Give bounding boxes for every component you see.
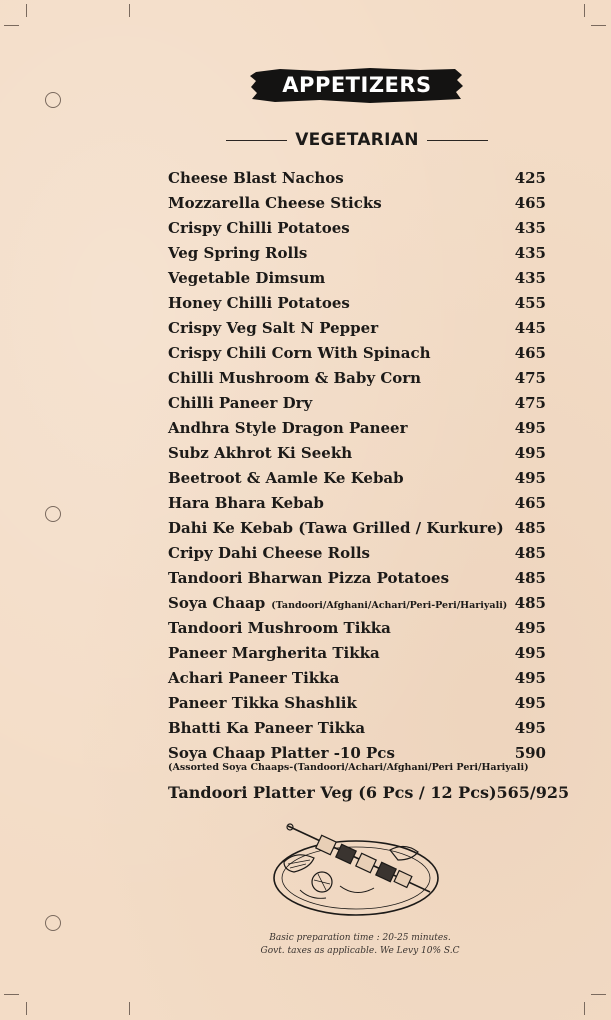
item-price: 465 xyxy=(514,194,546,212)
menu-item xyxy=(168,266,546,291)
section-title: APPETIZERS xyxy=(282,73,432,97)
item-price: 495 xyxy=(514,719,546,737)
item-price: 445 xyxy=(514,319,546,337)
divider xyxy=(427,140,488,141)
prep-time-note: Basic preparation time : 20-25 minutes. xyxy=(269,933,451,943)
menu-item xyxy=(168,566,546,591)
menu-item xyxy=(168,666,546,691)
item-name: Crispy Veg Salt N Pepper xyxy=(168,319,379,337)
menu-item xyxy=(168,341,546,366)
menu-item xyxy=(168,591,546,616)
item-note: (Tandoori/Afghani/Achari/Peri-Peri/Hariyali) xyxy=(271,600,508,611)
item-name: Honey Chilli Potatoes xyxy=(168,294,350,312)
item-name: Cheese Blast Nachos xyxy=(168,169,344,187)
crop-mark xyxy=(129,4,130,17)
crop-mark xyxy=(591,994,606,995)
item-name: Bhatti Ka Paneer Tikka xyxy=(168,719,366,737)
item-name: Tandoori Bharwan Pizza Potatoes xyxy=(168,569,450,587)
divider xyxy=(226,140,287,141)
menu-item xyxy=(168,541,546,566)
item-name: Paneer Margherita Tikka xyxy=(168,644,380,662)
item-name: Achari Paneer Tikka xyxy=(168,669,340,687)
item-price: 590 xyxy=(514,744,546,762)
crop-mark xyxy=(591,25,606,26)
menu-item xyxy=(168,780,570,805)
item-name: Andhra Style Dragon Paneer xyxy=(168,419,408,437)
menu-item xyxy=(168,166,546,191)
binder-hole xyxy=(45,92,61,108)
menu-item xyxy=(168,366,546,391)
tax-note: Govt. taxes as applicable. We Levy 10% S.C xyxy=(260,946,460,956)
kebab-platter-icon xyxy=(270,820,445,920)
menu-item xyxy=(168,191,546,216)
menu-item xyxy=(168,641,546,666)
menu-item xyxy=(168,391,546,416)
menu-list xyxy=(168,166,570,805)
menu-item xyxy=(168,491,546,516)
item-name: Crispy Chilli Potatoes xyxy=(168,219,350,237)
item-price: 425 xyxy=(514,169,546,187)
footer-notes xyxy=(200,932,520,958)
item-price: 495 xyxy=(514,644,546,662)
item-price: 495 xyxy=(514,669,546,687)
skewer-platter-illustration xyxy=(270,820,445,920)
platter-note: (Assorted Soya Chaaps-(Tandoori/Achari/Afghani/Peri Peri/Hariyali) xyxy=(168,762,529,773)
item-price: 435 xyxy=(514,244,546,262)
item-name: Soya Chaap xyxy=(168,594,266,612)
crop-mark xyxy=(4,994,19,995)
item-price: 485 xyxy=(514,569,546,587)
item-name: Subz Akhrot Ki Seekh xyxy=(168,444,353,462)
item-name: Soya Chaap Platter -10 Pcs xyxy=(168,744,395,762)
item-price: 455 xyxy=(514,294,546,312)
menu-item xyxy=(168,716,546,741)
menu-item xyxy=(168,441,546,466)
menu-item xyxy=(168,616,546,641)
item-price: 495 xyxy=(514,469,546,487)
item-name: Crispy Chili Corn With Spinach xyxy=(168,344,431,362)
menu-item xyxy=(168,216,546,241)
item-price: 485 xyxy=(514,544,546,562)
item-name: Hara Bhara Kebab xyxy=(168,494,324,512)
item-price: 495 xyxy=(514,444,546,462)
item-name: Tandoori Platter Veg (6 Pcs / 12 Pcs) xyxy=(168,783,497,802)
item-name: Mozzarella Cheese Sticks xyxy=(168,194,382,212)
menu-item xyxy=(168,466,546,491)
item-name: Chilli Paneer Dry xyxy=(168,394,313,412)
item-price: 485 xyxy=(514,519,546,537)
item-price: 485 xyxy=(514,594,546,612)
item-name: Dahi Ke Kebab (Tawa Grilled / Kurkure) xyxy=(168,519,504,537)
item-price: 475 xyxy=(514,394,546,412)
item-price: 435 xyxy=(514,269,546,287)
item-name: Vegetable Dimsum xyxy=(168,269,326,287)
item-price: 565/925 xyxy=(496,783,570,802)
item-price: 475 xyxy=(514,369,546,387)
menu-item xyxy=(168,316,546,341)
item-name: Veg Spring Rolls xyxy=(168,244,308,262)
item-name: Cripy Dahi Cheese Rolls xyxy=(168,544,370,562)
category-label: VEGETARIAN xyxy=(295,130,419,150)
menu-item xyxy=(168,291,546,316)
item-name: Beetroot & Aamle Ke Kebab xyxy=(168,469,404,487)
category-heading xyxy=(226,128,488,152)
item-name: Chilli Mushroom & Baby Corn xyxy=(168,369,422,387)
item-name: Paneer Tikka Shashlik xyxy=(168,694,357,712)
item-price: 435 xyxy=(514,219,546,237)
menu-item xyxy=(168,691,546,716)
crop-mark xyxy=(26,4,27,17)
crop-mark xyxy=(129,1002,130,1015)
menu-item xyxy=(168,241,546,266)
crop-mark xyxy=(584,1002,585,1015)
crop-mark xyxy=(4,25,19,26)
menu-item xyxy=(168,516,546,541)
crop-mark xyxy=(584,4,585,17)
binder-hole xyxy=(45,915,61,931)
binder-hole xyxy=(45,506,61,522)
item-price: 465 xyxy=(514,344,546,362)
item-name: Tandoori Mushroom Tikka xyxy=(168,619,391,637)
item-price: 495 xyxy=(514,694,546,712)
item-price: 465 xyxy=(514,494,546,512)
item-price: 495 xyxy=(514,419,546,437)
title-banner xyxy=(250,66,464,104)
item-price: 495 xyxy=(514,619,546,637)
crop-mark xyxy=(26,1002,27,1015)
menu-item xyxy=(168,416,546,441)
